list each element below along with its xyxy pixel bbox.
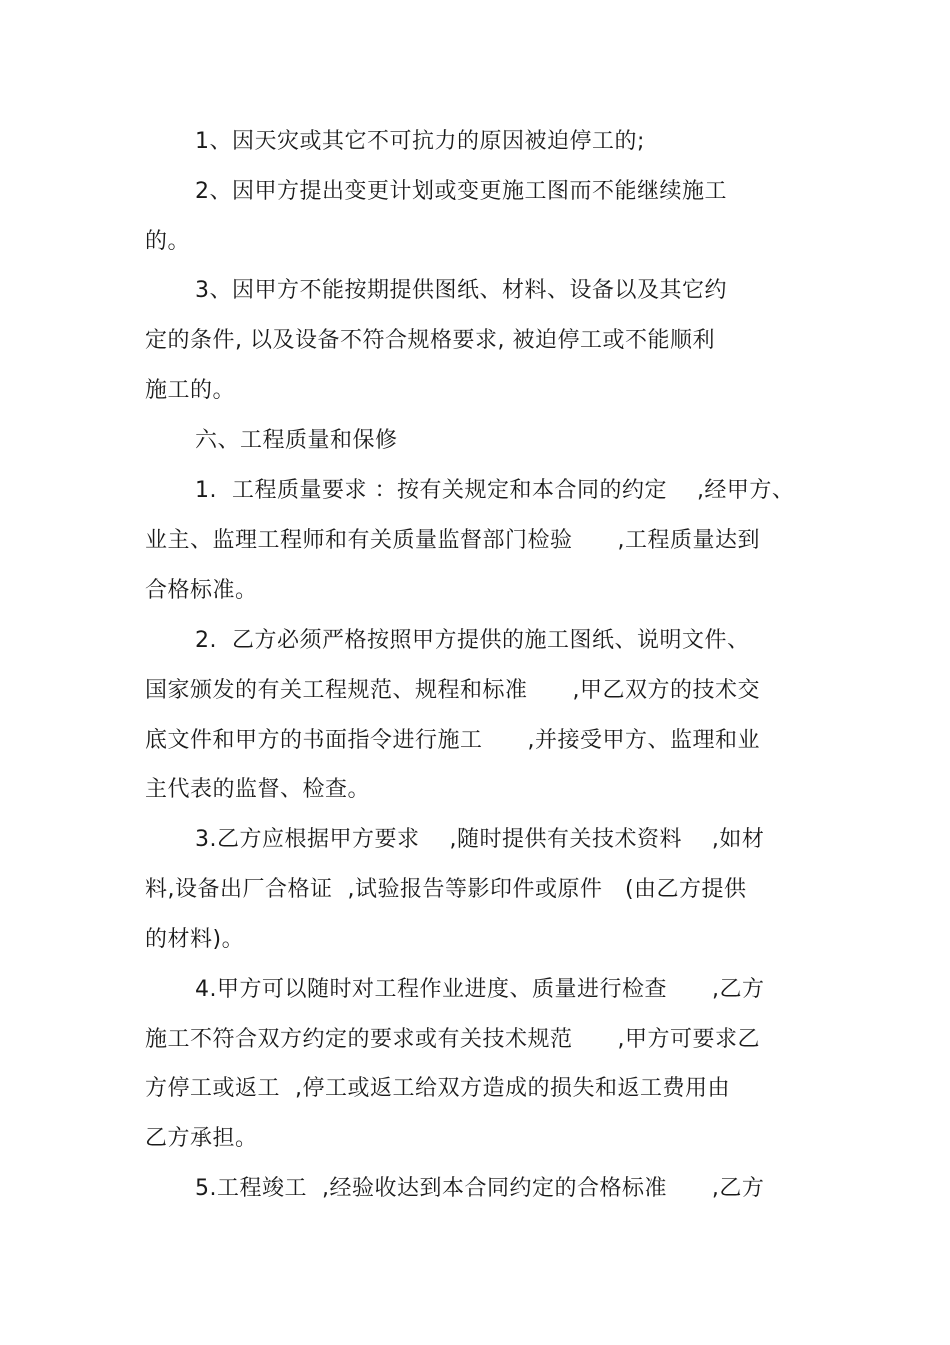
paragraph-line: 合格标准。 — [145, 578, 258, 603]
paragraph-line: 施工不符合双方约定的要求或有关技术规范 ,甲方可要求乙 — [145, 1027, 760, 1052]
paragraph-line: 乙方承担。 — [145, 1126, 258, 1151]
section-heading: 六、工程质量和保修 — [195, 428, 398, 453]
paragraph-line: 2. 乙方必须严格按照甲方提供的施工图纸、说明文件、 — [195, 628, 750, 653]
paragraph-line: 2、因甲方提出变更计划或变更施工图而不能继续施工 — [195, 179, 727, 204]
paragraph-line: 的。 — [145, 229, 191, 254]
paragraph-line: 料,设备出厂合格证 ,试验报告等影印件或原件 (由乙方提供 — [145, 877, 747, 902]
paragraph-line: 底文件和甲方的书面指令进行施工 ,并接受甲方、监理和业 — [145, 728, 760, 753]
paragraph-line: 国家颁发的有关工程规范、规程和标准 ,甲乙双方的技术交 — [145, 678, 760, 703]
paragraph-line: 4.甲方可以随时对工程作业进度、质量进行检查 ,乙方 — [195, 977, 765, 1002]
paragraph-line: 主代表的监督、检查。 — [145, 777, 371, 802]
paragraph-line: 1. 工程质量要求 ：按有关规定和本合同的约定 ,经甲方、 — [195, 478, 795, 503]
paragraph-line: 1、因天灾或其它不可抗力的原因被迫停工的; — [195, 129, 645, 154]
paragraph-line: 3.乙方应根据甲方要求 ,随时提供有关技术资料 ,如材 — [195, 827, 765, 852]
paragraph-line: 定的条件, 以及设备不符合规格要求, 被迫停工或不能顺利 — [145, 328, 715, 353]
paragraph-line: 施工的。 — [145, 378, 236, 403]
paragraph-line: 方停工或返工 ,停工或返工给双方造成的损失和返工费用由 — [145, 1076, 730, 1101]
paragraph-line: 的材料)。 — [145, 927, 245, 952]
paragraph-line: 业主、监理工程师和有关质量监督部门检验 ,工程质量达到 — [145, 528, 760, 553]
paragraph-line: 5.工程竣工 ,经验收达到本合同约定的合格标准 ,乙方 — [195, 1176, 765, 1201]
paragraph-line: 3、因甲方不能按期提供图纸、材料、设备以及其它约 — [195, 278, 727, 303]
